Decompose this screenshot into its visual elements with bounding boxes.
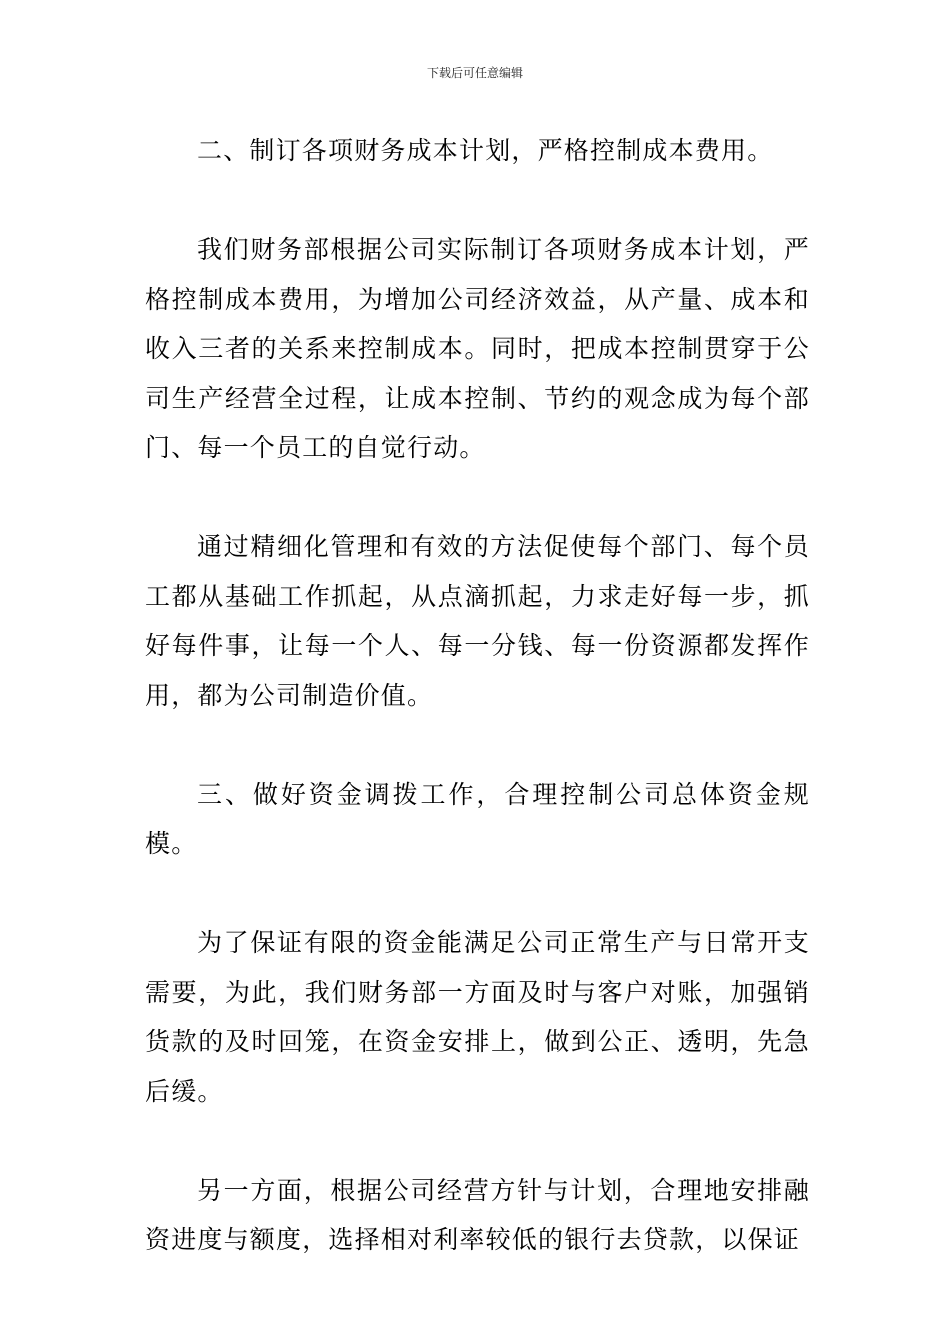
document-body (145, 126, 810, 1265)
paragraph-financing: 另一方面，根据公司经营方针与计划，合理地安排融资进度与额度，选择相对利率较低的银行去贷款，以保证 (145, 1175, 810, 1254)
paragraph-refined-management: 通过精细化管理和有效的方法促使每个部门、每个员工都从基础工作抓起，从点滴抓起，力求走好每一步，抓好每件事，让每一个人、每一分钱、每一份资源都发挥作用，都为公司制造价值。 (145, 532, 810, 710)
section-heading-2: 二、制订各项财务成本计划，严格控制成本费用。 (197, 136, 774, 165)
paragraph-funds-allocation: 为了保证有限的资金能满足公司正常生产与日常开支需要，为此，我们财务部一方面及时与客户对账，加强销货款的及时回笼，在资金安排上，做到公正、透明，先急后缓。 (145, 928, 810, 1106)
section-heading-3: 三、做好资金调拨工作，合理控制公司总体资金规模。 (145, 779, 810, 858)
paragraph-cost-planning: 我们财务部根据公司实际制订各项财务成本计划，严格控制成本费用，为增加公司经济效益，从产量、成本和收入三者的关系来控制成本。同时，把成本控制贯穿于公司生产经营全过程，让成本控制、节约的观念成为每个部门、每一个员工的自觉行动。 (145, 235, 810, 462)
header-note: 下载后可任意编辑 (426, 66, 523, 80)
